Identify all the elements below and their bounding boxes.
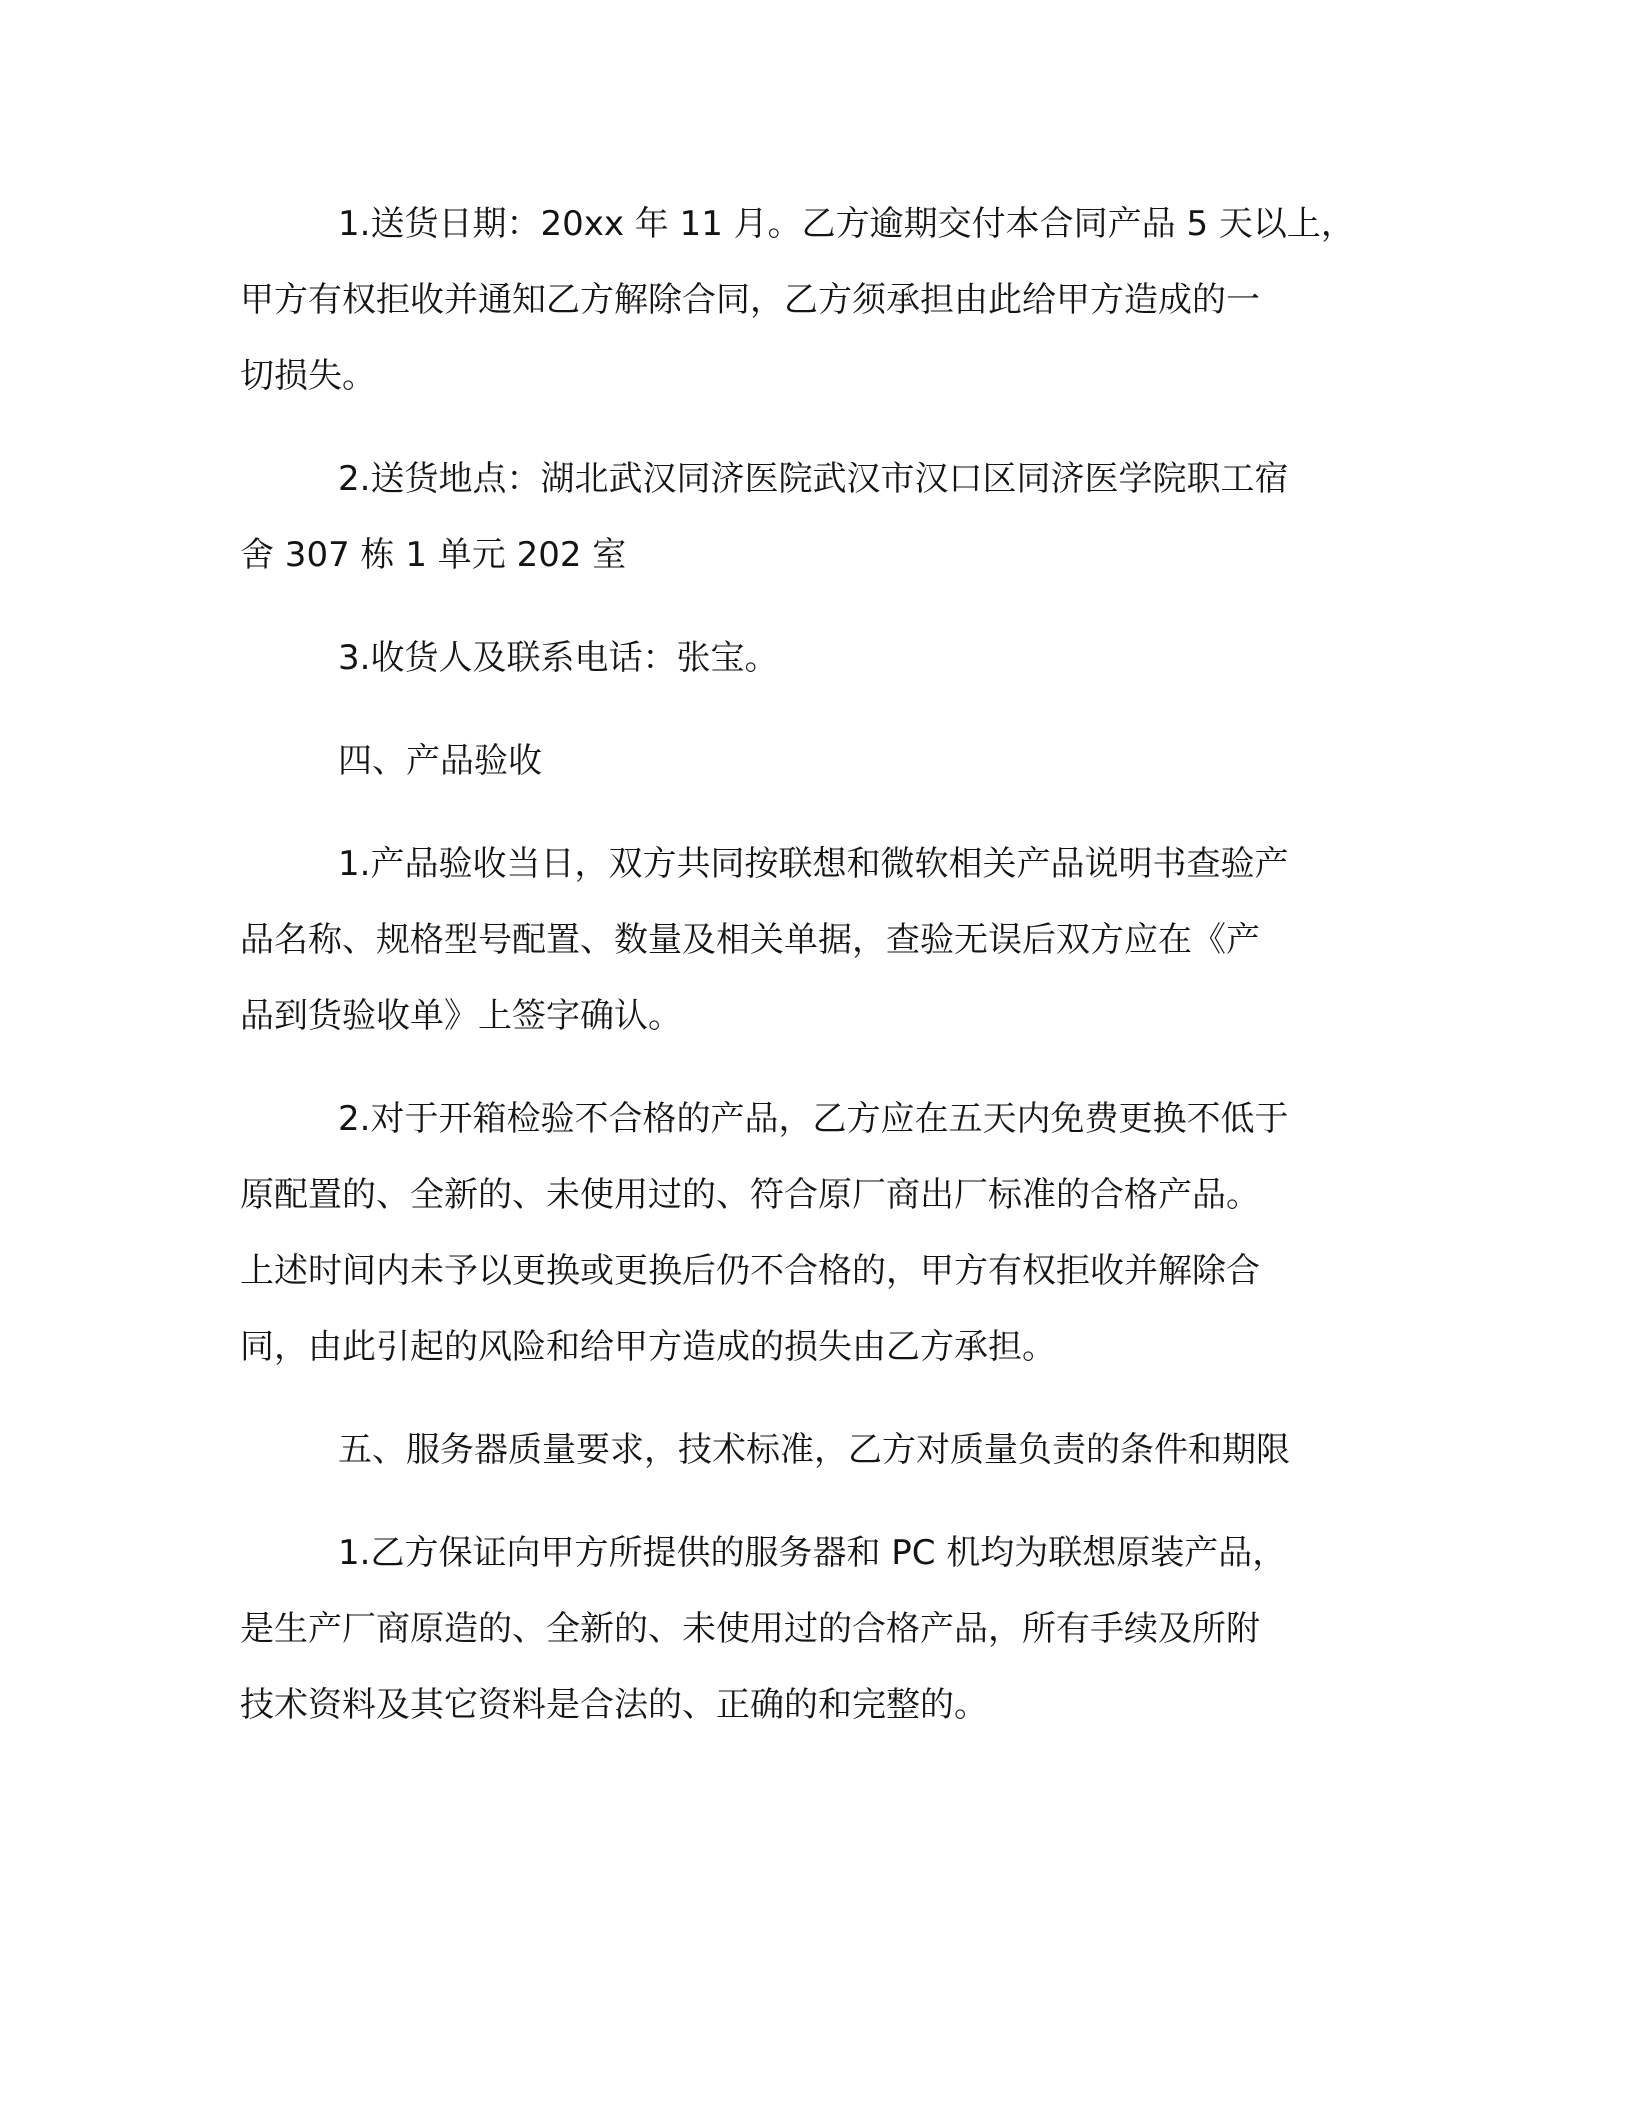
section-heading: 五、服务器质量要求，技术标准，乙方对质量负责的条件和期限	[338, 1430, 1290, 1470]
paragraph-receiver-contact	[240, 620, 1390, 696]
text-line: 3.收货人及联系电话：张宝。	[338, 638, 779, 678]
section-heading-quality	[240, 1412, 1390, 1488]
text-line: 上述时间内未予以更换或更换后仍不合格的，甲方有权拒收并解除合	[240, 1251, 1260, 1291]
text-line: 原配置的、全新的、未使用过的、符合原厂商出厂标准的合格产品。	[240, 1175, 1260, 1215]
text-line: 品到货验收单》上签字确认。	[240, 996, 682, 1036]
text-line: 2.送货地点：湖北武汉同济医院武汉市汉口区同济医学院职工宿	[338, 459, 1289, 499]
section-heading: 四、产品验收	[338, 741, 542, 781]
document-body	[240, 186, 1390, 1770]
text-line: 切损失。	[240, 356, 376, 396]
text-line: 是生产厂商原造的、全新的、未使用过的合格产品，所有手续及所附	[240, 1609, 1260, 1649]
paragraph-quality-guarantee	[240, 1515, 1390, 1743]
text-line: 舍 307 栋 1 单元 202 室	[240, 535, 627, 575]
paragraph-delivery-location	[240, 441, 1390, 593]
paragraph-acceptance-check	[240, 826, 1390, 1054]
paragraph-unqualified-replacement	[240, 1081, 1390, 1385]
text-line: 品名称、规格型号配置、数量及相关单据，查验无误后双方应在《产	[240, 920, 1260, 960]
text-line: 同，由此引起的风险和给甲方造成的损失由乙方承担。	[240, 1327, 1056, 1367]
paragraph-delivery-date	[240, 186, 1390, 414]
text-line: 1.产品验收当日，双方共同按联想和微软相关产品说明书查验产	[338, 844, 1289, 884]
text-line: 技术资料及其它资料是合法的、正确的和完整的。	[240, 1685, 988, 1725]
text-line: 1.乙方保证向甲方所提供的服务器和 PC 机均为联想原装产品，	[338, 1533, 1287, 1573]
text-line: 2.对于开箱检验不合格的产品，乙方应在五天内免费更换不低于	[338, 1099, 1289, 1139]
text-line: 1.送货日期：20xx 年 11 月。乙方逾期交付本合同产品 5 天以上，	[338, 204, 1355, 244]
section-heading-acceptance	[240, 723, 1390, 799]
text-line: 甲方有权拒收并通知乙方解除合同，乙方须承担由此给甲方造成的一	[240, 280, 1260, 320]
